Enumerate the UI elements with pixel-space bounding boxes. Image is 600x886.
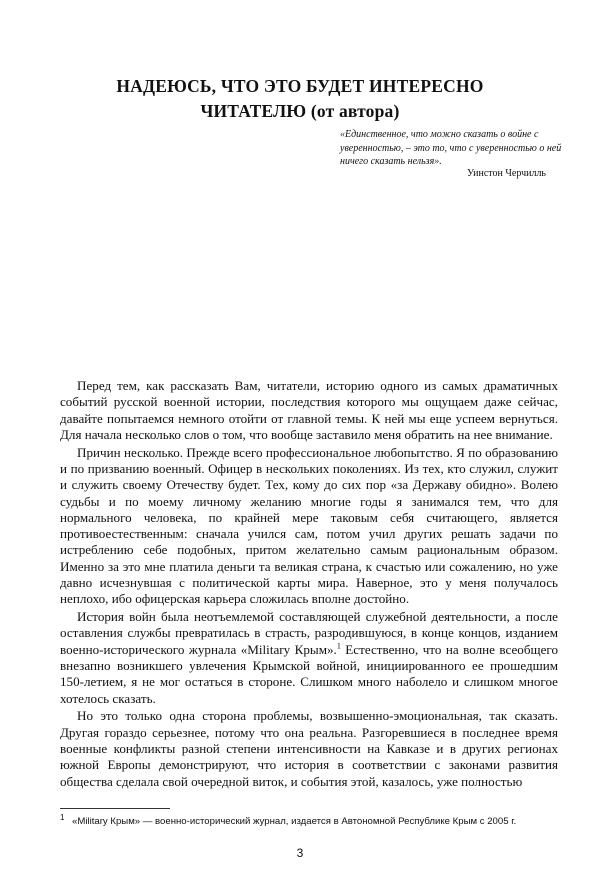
footnote-text: «Military Крым» — военно-исторический журнал, издается в Автономной Республике Крым с 2005 г. [72, 816, 517, 827]
paragraph-3-part-1: История войн была неотъемлемой составляющей служебной деятельности, а после оставления службы превратилась в страсть, разродившуюся, в конце концов, изданием военно-исторического журнала «Military Крым». [60, 609, 558, 657]
paragraph-1: Перед тем, как рассказать Вам, читатели, историю одного из самых драматичных событий русской военной истории, последствия которого мы ощущаем даже сейчас, давайте попытаемся немного отойти от главной темы. К ней мы еще успеем вернуться. Для начала несколько слов о том, что вообще заставило меня обратить на нее внимание. [60, 378, 558, 442]
epigraph-author: Уинстон Черчилль [466, 168, 546, 179]
footnote-divider [60, 808, 170, 809]
paragraph-3-part-2: Естественно, что на волне всеобщего внезапно возникшего увлечения Крымской войной, инициированного ее прошедшим 150-летием, я не мог остаться в стороне. Слишком много наболело и слишком многое хотелось сказать. [60, 641, 558, 706]
chapter-title [60, 74, 540, 124]
footnote-reference-mark[interactable]: 1 [336, 641, 341, 651]
chapter-title-line-1: НАДЕЮСЬ, ЧТО ЭТО БУДЕТ ИНТЕРЕСНО [116, 76, 484, 96]
paragraph-3 [60, 609, 558, 707]
chapter-title-line-2: ЧИТАТЕЛЮ (от автора) [200, 101, 400, 121]
epigraph-quote: «Единственное, что можно сказать о войне с уверенностью, – это то, что с уверенностью о ней ничего сказать нельзя». [340, 129, 562, 167]
main-text [60, 378, 558, 791]
page-number: 3 [296, 846, 304, 860]
footnote-mark: 1 [60, 812, 65, 822]
paragraph-4: Но это только одна сторона проблемы, возвышенно-эмоциональная, так сказать. Другая гораздо серьезнее, потому что она реальна. Разгоревшиеся в последнее время военные конфликты разной степени интенсивности на Кавказе и в других регионах южной Европы демонстрируют, что история в соответствии с законами развития общества сделала свой очередной виток, и события этой, казалось, уже полностью [60, 708, 558, 789]
paragraph-2: Причин несколько. Прежде всего профессиональное любопытство. Я по образованию и по призванию военный. Офицер в нескольких поколениях. Из тех, кто служил, служит и служить своему Отечеству будет. Тех, кому до сих пор «за Державу обидно». Волею судьбы и по моему личному желанию многие годы я занимался тем, что для нормального человека, по крайней мере таковым себя считающего, является противоестественным: сначала учился сам, потом учил других решать задачи по истреблению себе подобных, притом желательно самым рациональным образом. Именно за это мне платила деньги та великая страна, к счастью или сожалению, но уже давно исчезнувшая с политической карты мира. Наверное, это у меня получалось неплохо, ибо офицерская карьера сложилась вполне достойно. [60, 444, 558, 607]
footnote [60, 812, 558, 828]
